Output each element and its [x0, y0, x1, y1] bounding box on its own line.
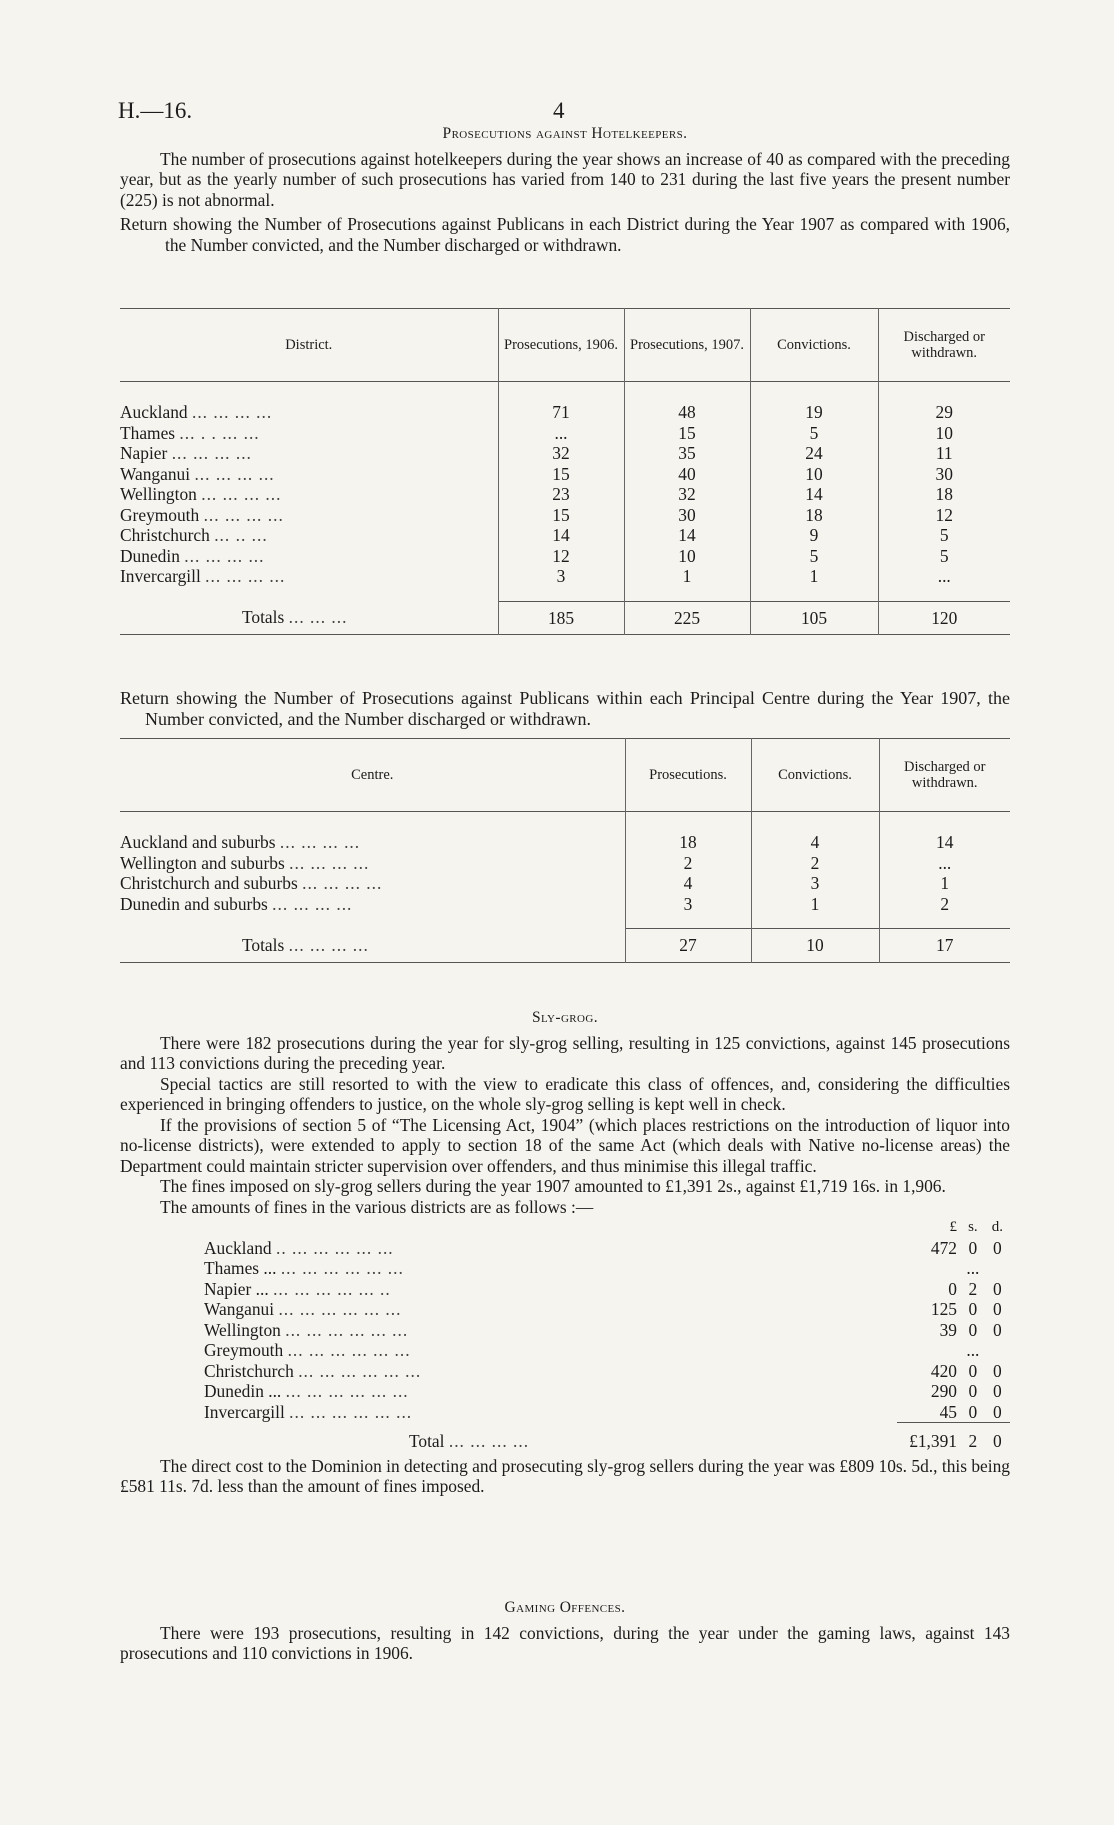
district-name: Dunedin	[120, 545, 180, 566]
column-header: s.	[968, 1219, 978, 1235]
cell: 9	[750, 525, 878, 546]
cell: 0	[968, 1381, 978, 1401]
leader-dots: ... ... ... ...	[279, 832, 361, 852]
table-row	[120, 546, 1010, 567]
table-row	[204, 1402, 1010, 1423]
district-name: Wellington	[204, 1319, 281, 1340]
totals-label: Totals	[242, 934, 285, 955]
leader-dots: ... ... ... ... ... ...	[280, 1258, 404, 1278]
cell: 125	[930, 1299, 957, 1319]
cell	[897, 1340, 961, 1361]
totals-row	[204, 1423, 1010, 1452]
cell: 185	[498, 601, 624, 635]
cell: 48	[624, 382, 750, 423]
cell: 71	[498, 382, 624, 423]
cell: 10	[750, 464, 878, 485]
leader-dots: ... ... ... ...	[448, 1430, 530, 1451]
leader-dots: ... ... ... ...	[171, 443, 252, 463]
centre-name: Wellington and suburbs	[120, 852, 285, 873]
leader-dots: ... ... ... ...	[191, 402, 273, 422]
cell: 225	[624, 601, 750, 635]
paragraph: There were 193 prosecutions, resulting in 142 convictions, during the year under the gaming laws, against 143 prosecutions and 110 convictions in 1906.	[120, 1622, 1010, 1663]
cell: ...	[966, 1340, 980, 1360]
cell: ...	[498, 423, 624, 444]
paragraph: Special tactics are still resorted to with the view to eradicate this class of offences, and, considering the difficulties experienced in bringing offenders to justice, on the whole sly-grog selling is kept well in check.	[120, 1073, 1010, 1114]
cell: ...	[966, 1258, 980, 1278]
totals-row	[120, 929, 1010, 963]
document-reference: H.—16.	[118, 98, 193, 123]
leader-dots: ... .. ...	[214, 525, 268, 545]
district-name: Invercargill	[204, 1401, 285, 1422]
paragraph: The fines imposed on sly-grog sellers during the year 1907 amounted to £1,391 2s., against £1,719 16s. in 1,906.	[160, 1176, 946, 1196]
cell: 30	[878, 464, 1010, 485]
cell: 3	[751, 873, 879, 894]
centre-name: Auckland and suburbs	[120, 832, 276, 852]
cell: 18	[878, 484, 1010, 505]
leader-dots: ... ... ... ...	[205, 566, 286, 587]
leader-dots: ... ... ... ... ... ...	[278, 1299, 402, 1319]
leader-dots: ... . . ... ...	[179, 422, 260, 443]
table-row	[120, 484, 1010, 505]
cell: 0	[993, 1278, 1002, 1299]
district-name: Thames ...	[204, 1258, 277, 1278]
cell: 1	[879, 873, 1010, 894]
column-header: £	[949, 1219, 957, 1235]
section-title: Prosecutions against Hotelkeepers.	[442, 125, 688, 142]
paragraph: The number of prosecutions against hotelkeepers during the year shows an increase of 40 as compared with the preceding year, but as the yearly number of such prosecutions has varied from 140 to 231 during the last five years the present number (225) is not abnormal.	[120, 148, 1010, 210]
leader-dots: .. ... ... ... ... ...	[275, 1237, 394, 1258]
section-title: Gaming Offences.	[504, 1599, 626, 1616]
table-row	[204, 1381, 1010, 1402]
cell: 18	[625, 812, 751, 853]
cell	[985, 1340, 1010, 1361]
table-row	[204, 1320, 1010, 1341]
fines-table	[204, 1217, 1010, 1452]
totals-label: Totals	[242, 607, 285, 628]
cell: 0	[993, 1360, 1002, 1381]
table-row	[204, 1299, 1010, 1320]
cell: 40	[624, 464, 750, 485]
cell: 10	[751, 929, 879, 963]
leader-dots: ... ... ... ... ... ..	[273, 1278, 391, 1299]
leader-dots: ... ... ... ...	[272, 893, 353, 914]
table-row	[204, 1340, 1010, 1361]
cell: 120	[878, 601, 1010, 635]
district-name: Wanganui	[204, 1299, 275, 1319]
column-header: d.	[991, 1219, 1004, 1235]
cell: 0	[968, 1237, 978, 1258]
table-caption: Return showing the Number of Prosecutions against Publicans in each District during the Year 1907 as compared with 1906, the Number convicted, and the Number discharged or withdrawn.	[120, 214, 1010, 255]
table-row	[120, 853, 1010, 874]
table-row	[120, 505, 1010, 526]
cell: ...	[879, 853, 1010, 874]
centre-prosecutions-table	[120, 738, 1010, 963]
district-name: Auckland	[204, 1237, 272, 1258]
centre-name: Christchurch and suburbs	[120, 873, 298, 893]
table-row	[120, 382, 1010, 423]
table-caption: Return showing the Number of Prosecutions against Publicans within each Principal Centre during the Year 1907, the Number convicted, and the Number discharged or withdrawn.	[120, 688, 1010, 729]
cell: 12	[498, 546, 624, 567]
cell: 4	[625, 873, 751, 894]
leader-dots: ... ... ... ...	[194, 463, 275, 484]
page-number: 4	[553, 98, 565, 123]
table-header-row	[120, 739, 1010, 812]
cell: 2	[961, 1423, 985, 1452]
table-row	[204, 1361, 1010, 1382]
table2-caption-block	[120, 688, 1010, 729]
table-row	[204, 1279, 1010, 1300]
cell: 3	[498, 566, 624, 601]
cell: 17	[879, 929, 1010, 963]
cell: 0	[993, 1381, 1002, 1401]
cell: ...	[878, 566, 1010, 601]
cell: 19	[750, 382, 878, 423]
cell: 0	[993, 1319, 1002, 1340]
paragraph: The direct cost to the Dominion in detecting and prosecuting sly-grog sellers during the year was £809 10s. 5d., this being £581 11s. 7d. less than the amount of fines imposed.	[120, 1455, 1010, 1496]
table-row	[120, 812, 1010, 853]
cell: 472	[930, 1237, 957, 1258]
cell	[985, 1258, 1010, 1279]
cell: 14	[498, 525, 624, 546]
column-header: Convictions.	[751, 739, 879, 812]
leader-dots: ... ... ... ...	[203, 504, 284, 525]
district-name: Greymouth	[204, 1340, 284, 1360]
leader-dots: ... ... ... ... ... ...	[289, 1401, 413, 1422]
cell: 5	[878, 546, 1010, 567]
table-row	[120, 873, 1010, 894]
cell: 0	[968, 1319, 978, 1340]
cell: 420	[930, 1360, 957, 1381]
leader-dots: ... ... ... ... ... ...	[298, 1360, 422, 1381]
leader-dots: ... ... ... ... ... ...	[285, 1381, 409, 1401]
cell: 23	[498, 484, 624, 505]
table-row	[204, 1238, 1010, 1259]
district-name: Wanganui	[120, 463, 191, 484]
column-header: Prosecutions.	[625, 739, 751, 812]
cell: 0	[993, 1401, 1002, 1422]
paragraph: The amounts of fines in the various districts are as follows :—	[160, 1196, 594, 1217]
district-prosecutions-table	[120, 308, 1010, 635]
cell: £1,391	[897, 1423, 961, 1452]
cell: 32	[498, 443, 624, 464]
cell: 11	[878, 443, 1010, 464]
district-name: Auckland	[120, 402, 188, 422]
column-header: Discharged or withdrawn.	[878, 309, 1010, 382]
cell: 1	[751, 894, 879, 929]
currency-header-row	[204, 1217, 1010, 1238]
leader-dots: ... ... ...	[288, 607, 348, 628]
cell: 15	[498, 505, 624, 526]
column-header: Centre.	[351, 767, 394, 783]
cell: 39	[939, 1319, 957, 1340]
cell: 0	[968, 1299, 978, 1319]
district-name: Napier	[120, 443, 168, 463]
cell: 2	[879, 894, 1010, 929]
column-header: Prosecutions, 1906.	[498, 309, 624, 382]
cell: 29	[878, 382, 1010, 423]
cell: 14	[624, 525, 750, 546]
leader-dots: ... ... ... ...	[302, 873, 383, 893]
cell: 14	[879, 812, 1010, 853]
cell: 30	[624, 505, 750, 526]
district-name: Napier ...	[204, 1278, 269, 1299]
cell: 0	[993, 1237, 1002, 1258]
cell: 0	[968, 1401, 978, 1422]
leader-dots: ... ... ... ...	[184, 545, 265, 566]
cell: 0	[993, 1299, 1002, 1319]
cell: 1	[750, 566, 878, 601]
cell: 15	[498, 464, 624, 485]
leader-dots: ... ... ... ...	[201, 484, 282, 504]
cell: 1	[624, 566, 750, 601]
cell: 5	[750, 546, 878, 567]
paragraph: If the provisions of section 5 of “The Licensing Act, 1904” (which places restrictions on the introduction of liquor into no-license districts), were extended to apply to section 18 of the same Act (which deals with Native no-license areas) the Department could maintain stricter supervision over offenders, and thus minimise this illegal traffic.	[120, 1114, 1010, 1176]
table-row	[204, 1258, 1010, 1279]
paragraph: There were 182 prosecutions during the year for sly-grog selling, resulting in 125 convictions, against 145 prosecutions and 113 convictions during the preceding year.	[120, 1032, 1010, 1073]
cell: 35	[624, 443, 750, 464]
cell: 2	[751, 853, 879, 874]
district-name: Thames	[120, 422, 176, 443]
section-hotelkeepers	[120, 124, 1010, 255]
cell: 5	[750, 423, 878, 444]
leader-dots: ... ... ... ...	[288, 934, 369, 955]
cell	[897, 1258, 961, 1279]
column-header: Discharged or withdrawn.	[879, 739, 1010, 812]
table-row	[120, 443, 1010, 464]
cell: 24	[750, 443, 878, 464]
cell: 18	[750, 505, 878, 526]
section-title: Sly-grog.	[532, 1009, 598, 1026]
cell: 10	[624, 546, 750, 567]
district-name: Greymouth	[120, 504, 200, 525]
table-row	[120, 894, 1010, 929]
section-sly-grog	[120, 1008, 1010, 1497]
cell: 15	[624, 423, 750, 444]
cell: 10	[878, 423, 1010, 444]
cell: 0	[968, 1360, 978, 1381]
district-name: Dunedin ...	[204, 1381, 282, 1401]
table-row	[120, 464, 1010, 485]
table-row	[120, 423, 1010, 444]
cell: 12	[878, 505, 1010, 526]
cell: 0	[948, 1278, 957, 1299]
leader-dots: ... ... ... ...	[289, 852, 370, 873]
leader-dots: ... ... ... ... ... ...	[287, 1340, 411, 1360]
cell: 45	[939, 1401, 957, 1422]
section-gaming	[120, 1598, 1010, 1664]
district-name: Christchurch	[204, 1360, 294, 1381]
table-row	[120, 566, 1010, 601]
cell: 2	[968, 1278, 978, 1299]
district-name: Invercargill	[120, 566, 201, 587]
cell: 14	[750, 484, 878, 505]
centre-name: Dunedin and suburbs	[120, 893, 268, 914]
column-header: Convictions.	[750, 309, 878, 382]
table-header-row	[120, 309, 1010, 382]
cell: 105	[750, 601, 878, 635]
cell: 3	[625, 894, 751, 929]
totals-row	[120, 601, 1010, 635]
district-name: Christchurch	[120, 525, 210, 545]
leader-dots: ... ... ... ... ... ...	[285, 1319, 409, 1340]
table-row	[120, 525, 1010, 546]
column-header: Prosecutions, 1907.	[624, 309, 750, 382]
cell: 5	[878, 525, 1010, 546]
column-header: District.	[285, 337, 333, 353]
cell: 4	[751, 812, 879, 853]
totals-label: Total	[409, 1430, 445, 1451]
cell: 32	[624, 484, 750, 505]
cell: 27	[625, 929, 751, 963]
cell: 0	[985, 1423, 1010, 1452]
cell: 290	[930, 1381, 957, 1401]
district-name: Wellington	[120, 484, 197, 504]
cell: 2	[625, 853, 751, 874]
